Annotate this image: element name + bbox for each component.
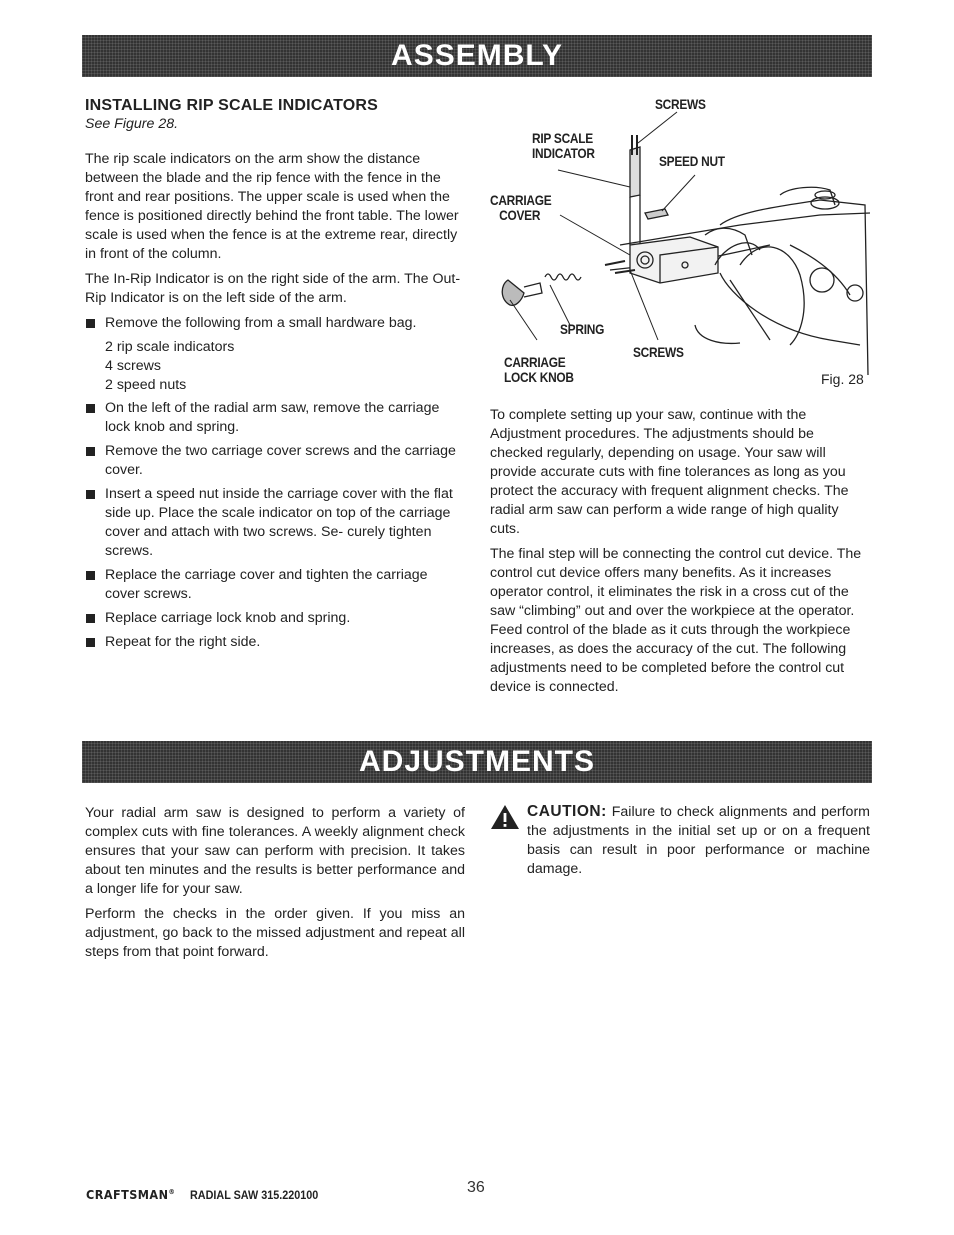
paragraph: The In-Rip Indicator is on the right side of the arm. The Out-Rip Indicator is on the left side of the arm. [85,271,461,306]
adjustments-banner-title: ADJUSTMENTS [358,745,595,778]
caution-notice [490,802,870,879]
paragraph: To complete setting up your saw, continue with the Adjustment procedures. The adjustments should be checked regularly, depending on usage. Your saw will provide accurate cuts with fine tolerances as long as you protect the accuracy with frequent alignment checks. The radial arm saw can perform a wide range of high quality cuts. [490,407,849,537]
list-item-text: Repeat for the right side. [105,634,261,650]
screws-bottom-label: SCREWS [633,344,684,360]
caution-body: Failure to check alignments and perform the adjustments in the initial set up or on a frequent basis can result in poor performance or machine damage. [527,804,870,877]
warning-triangle-icon [490,804,520,830]
hardware-item: 2 speed nuts [105,377,187,393]
list-item-text: On the left of the radial arm saw, remove the carriage lock knob and spring. [105,400,440,435]
spring-label: SPRING [560,321,605,337]
hardware-list [85,338,465,395]
carriage-cover-label: CARRIAGE COVER [490,192,552,223]
list-item [85,442,465,480]
list-item [85,485,465,561]
list-item [85,633,465,652]
page-number: 36 [467,1179,485,1196]
figure-caption: Fig. 28 [821,371,864,387]
hardware-item: 2 rip scale indicators [105,339,235,355]
paragraph: Your radial arm saw is designed to perform a variety of complex cuts with fine tolerances. A weekly alignment check ensures that your saw can perform with precision. It takes about ten minutes and the results is better performance and a longer life for your saw. [85,805,465,897]
rip-scale-section [85,96,465,657]
list-item-text: Replace the carriage cover and tighten the carriage cover screws. [105,567,428,602]
assembly-banner-title: ASSEMBLY [391,39,563,72]
list-item [85,609,465,628]
list-item [85,399,465,437]
registered-mark: ® [168,1187,176,1196]
instruction-list [85,399,465,652]
brand-logo [86,1187,175,1202]
list-item-text: Remove the two carriage cover screws and the carriage cover. [105,443,456,478]
caution-label: CAUTION: [527,803,607,820]
figure-28 [490,95,870,395]
list-item-text: Replace carriage lock knob and spring. [105,610,351,626]
list-item [85,314,465,333]
speed-nut-label: SPEED NUT [659,153,725,169]
assembly-banner [82,35,872,77]
instruction-list [85,314,465,333]
carriage-lock-knob-label: CARRIAGE LOCK KNOB [504,354,574,385]
paragraph: Perform the checks in the order given. If you miss an adjustment, go back to the missed adjustment and repeat all steps from that point forward. [85,906,465,960]
footer [86,1187,333,1202]
adjustments-banner [82,741,872,783]
list-item [85,566,465,604]
adjustments-intro [85,804,465,968]
list-item-text: Insert a speed nut inside the carriage cover with the flat side up. Place the scale indicator on top of the carriage cover and attach with two screws. Se- curely tighten screws. [105,486,453,559]
rip-scale-indicator-label: RIP SCALE INDICATOR [532,130,595,161]
caution-text [527,802,870,879]
brand-name: CRAFTSMAN [86,1187,169,1202]
list-item-text: Remove the following from a small hardware bag. [105,315,417,331]
model-number: RADIAL SAW 315.220100 [190,1188,319,1202]
setup-completion-text [490,406,868,703]
section-heading: INSTALLING RIP SCALE INDICATORS [85,97,379,114]
paragraph: The rip scale indicators on the arm show the distance between the blade and the rip fence with the fence in the front and rear positions. The upper scale is used when the fence is positioned directly behind the front table. The lower scale is used when the fence is at the extreme rear, directly in front of the column. [85,151,459,262]
screws-top-label: SCREWS [655,96,706,112]
see-figure-note: See Figure 28. [85,116,179,132]
hardware-item: 4 screws [105,358,161,374]
paragraph: The final step will be connecting the control cut device. The control cut device offers many benefits. As it increases operator control, it eliminates the risk in a cross cut of the saw “climbing” out and over the workpiece at the operator. Feed control of the blade as it cuts through the workpiece increases, as does the accuracy of the cut. The following adjustments need to be completed before the control cut device is connected. [490,546,862,695]
